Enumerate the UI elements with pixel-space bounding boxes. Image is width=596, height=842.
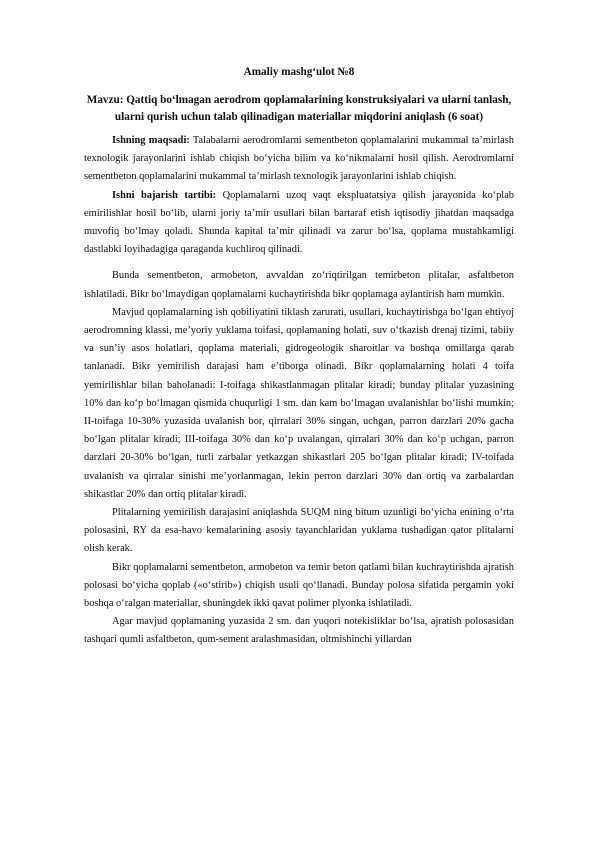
paragraph-lead: Ishni bajarish tartibi: — [112, 189, 217, 201]
paragraph-assessment: Plitalarning yemirilish darajasini aniqlashda SUQM ning bitum uzunligi bo‘yicha enining o‘rta polosasini, RY da esa-havo kemalarining asosiy tayanchlaridan yuklama tushadigan qator plitalarni olish kerak. — [84, 507, 514, 555]
paragraph-damage-categories: Mavjud qoplamalarning ish qobiliyatini tiklash zarurati, usullari, kuchaytirishga bo‘lgan ehtiyoj aerodromning klassi, me’yoriy yuklama toifasi, qoplamaning holati, suv o‘tkazish drenaj tizimi, tabiiy va sun’iy asos holatlari, qoplama materiali, gidrogeologik sharoitlar va boshqa omillarga qarab tanlanadi. Bikr yemirilish darajasi ham e’tiborga olinadi. Bikr qoplamalarning holati 4 toifa yemirilishlar bilan baholanadi: I-toifaga shikastlanmagan plitalar kiradi; bunday plitalar yuzasining 10% dan ko‘p bo‘lmagan qismida chuqurligi 1 sm. dan kam bo‘lmagan uvalanishlar bo‘lishi mumkin; II-toifaga 10-30% yuzasida uvalanish bor, qirralari 30% singan, uchgan, parron darzlari 20% gacha bo‘lgan plitalar kiradi; III-toifaga 30% dan ko‘p uvalangan, qirralari 30% dan ko‘p uchgan, parron darzlari 20-30% bo‘lgan, turli zarbalar yetkazgan shikastlari 205 bo‘lgan plitalar kiradi; IV-toifada uvalanish va qirralar sinishi me’yorlanmagan, lekin perron darzlari 30% dan ortiq va zarbalardan shikastlar 20% dan ortiq plitalar kiradi. — [84, 306, 514, 500]
document-subject: Mavzu: Qattiq bo‘lmagan aerodrom qoplamalarining konstruksiyalari va ularni tanlash, ularni qurish uchun talab qilinadigan materiallar miqdorini aniqlash (6 soat) — [86, 94, 512, 123]
paragraph-text: Qoplamalarni uzoq vaqt ekspluatatsiya qilish jarayonida ko‘plab emirilishlar hosil bo‘lib, ularni joriy ta’mir usullari bilan bartaraf etish iqtisodiy jihatdan maqsadga muvofiq bo‘lmay qoladi. Shunda kapital ta’mir qilinadi va zarur bo‘lsa, qoplama mustahkamligi dastlabki loyihadagiga qaraganda kuchliroq qilinadi. — [84, 189, 515, 256]
paragraph-materials: Bunda sementbeton, armobeton, avvaldan zo‘riqtirilgan temirbeton plitalar, asfaltbeton ishlatiladi. Bikr bo‘lmaydigan qoplamalarni kuchaytirishda bikr qoplamaga aylantirish ham mumkin. — [84, 270, 514, 300]
document-title: Amaliy mashg‘ulot №8 — [243, 66, 355, 78]
document-page — [84, 64, 514, 650]
paragraph-procedure — [84, 187, 514, 260]
paragraph-goal — [84, 132, 514, 187]
paragraph-reinforcement: Bikr qoplamalarni sementbeton, armobeton va temir beton qatlami bilan kuchraytirishda ajratish polosasi bo‘yicha qoplab («o‘stirib») chiqish usuli qo‘llanadi. Bunday polosa sifatida pergamin yoki boshqa o‘ralgan materiallar, shuningdek ikki qavat polimer plyonka ishlatiladi. — [84, 561, 514, 610]
paragraph-unevenness: Agar mavjud qoplamaning yuzasida 2 sm. dan yuqori notekisliklar bo‘lsa, ajratish polosasidan tashqari qumli asfaltbeton, qum-sement aralashmasidan, oltmishinchi yillardan — [84, 616, 514, 646]
paragraph-text: Talabalarni aerodromlarni sementbeton qoplamalarini mukammal ta’mirlash texnologik jarayonlarini ishlab chiqish bo‘yicha bilim va ko‘nikmalarni hosil qilish. Aerodromlarni sementbeton qoplamalarini mukammal ta’mirlash texnologik jarayonlarini ishlab chiqish. — [84, 135, 514, 183]
paragraph-lead: Ishning maqsadi: — [112, 135, 190, 146]
